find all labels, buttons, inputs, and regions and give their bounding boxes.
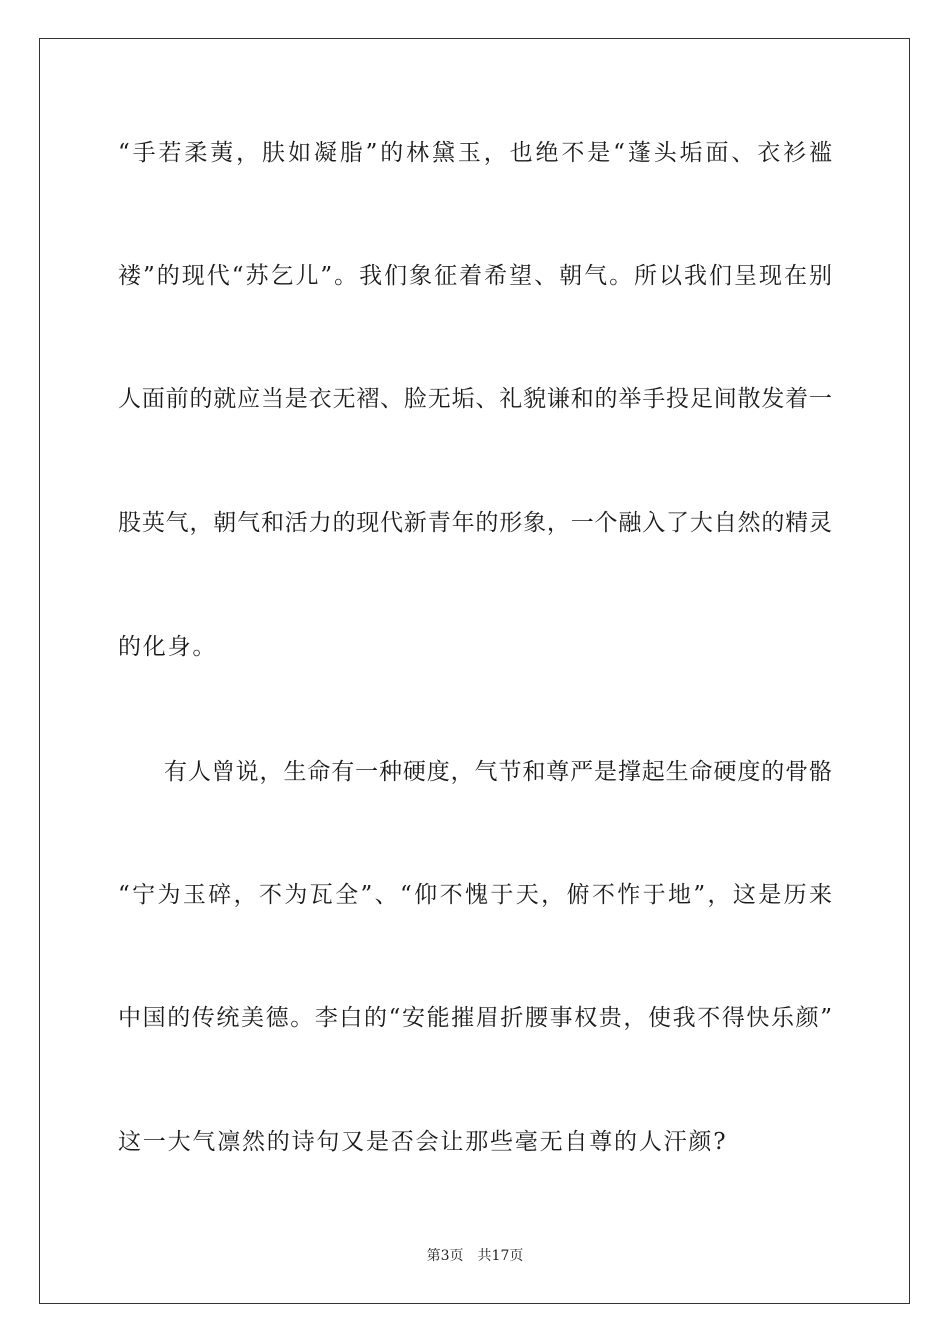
page-number: 第3页 bbox=[426, 1248, 464, 1264]
paragraph-line: 有人曾说，生命有一种硬度，气节和尊严是撑起生命硬度的骨骼 bbox=[164, 759, 832, 785]
total-pages: 共17页 bbox=[477, 1248, 524, 1264]
paragraph-line: “手若柔荑，肤如凝脂”的林黛玉，也绝不是“蓬头垢面、衣衫褴 bbox=[118, 140, 832, 166]
page-footer bbox=[0, 1247, 950, 1265]
paragraph-line: 褛”的现代“苏乞儿”。我们象征着希望、朝气。所以我们呈现在别 bbox=[118, 263, 832, 289]
paragraph-line: 这一大气凛然的诗句又是否会让那些毫无自尊的人汗颜? bbox=[118, 1129, 728, 1155]
paragraph-line: 股英气，朝气和活力的现代新青年的形象，一个融入了大自然的精灵 bbox=[118, 510, 832, 536]
page-border bbox=[39, 38, 910, 1304]
paragraph-line: 的化身。 bbox=[118, 634, 218, 660]
paragraph-line: “宁为玉碎，不为瓦全”、“仰不愧于天，俯不怍于地”，这是历来 bbox=[118, 882, 832, 908]
paragraph-line: 人面前的就应当是衣无褶、脸无垢、礼貌谦和的举手投足间散发着一 bbox=[118, 386, 832, 412]
paragraph-line: 中国的传统美德。李白的“安能摧眉折腰事权贵，使我不得快乐颜” bbox=[118, 1005, 832, 1031]
